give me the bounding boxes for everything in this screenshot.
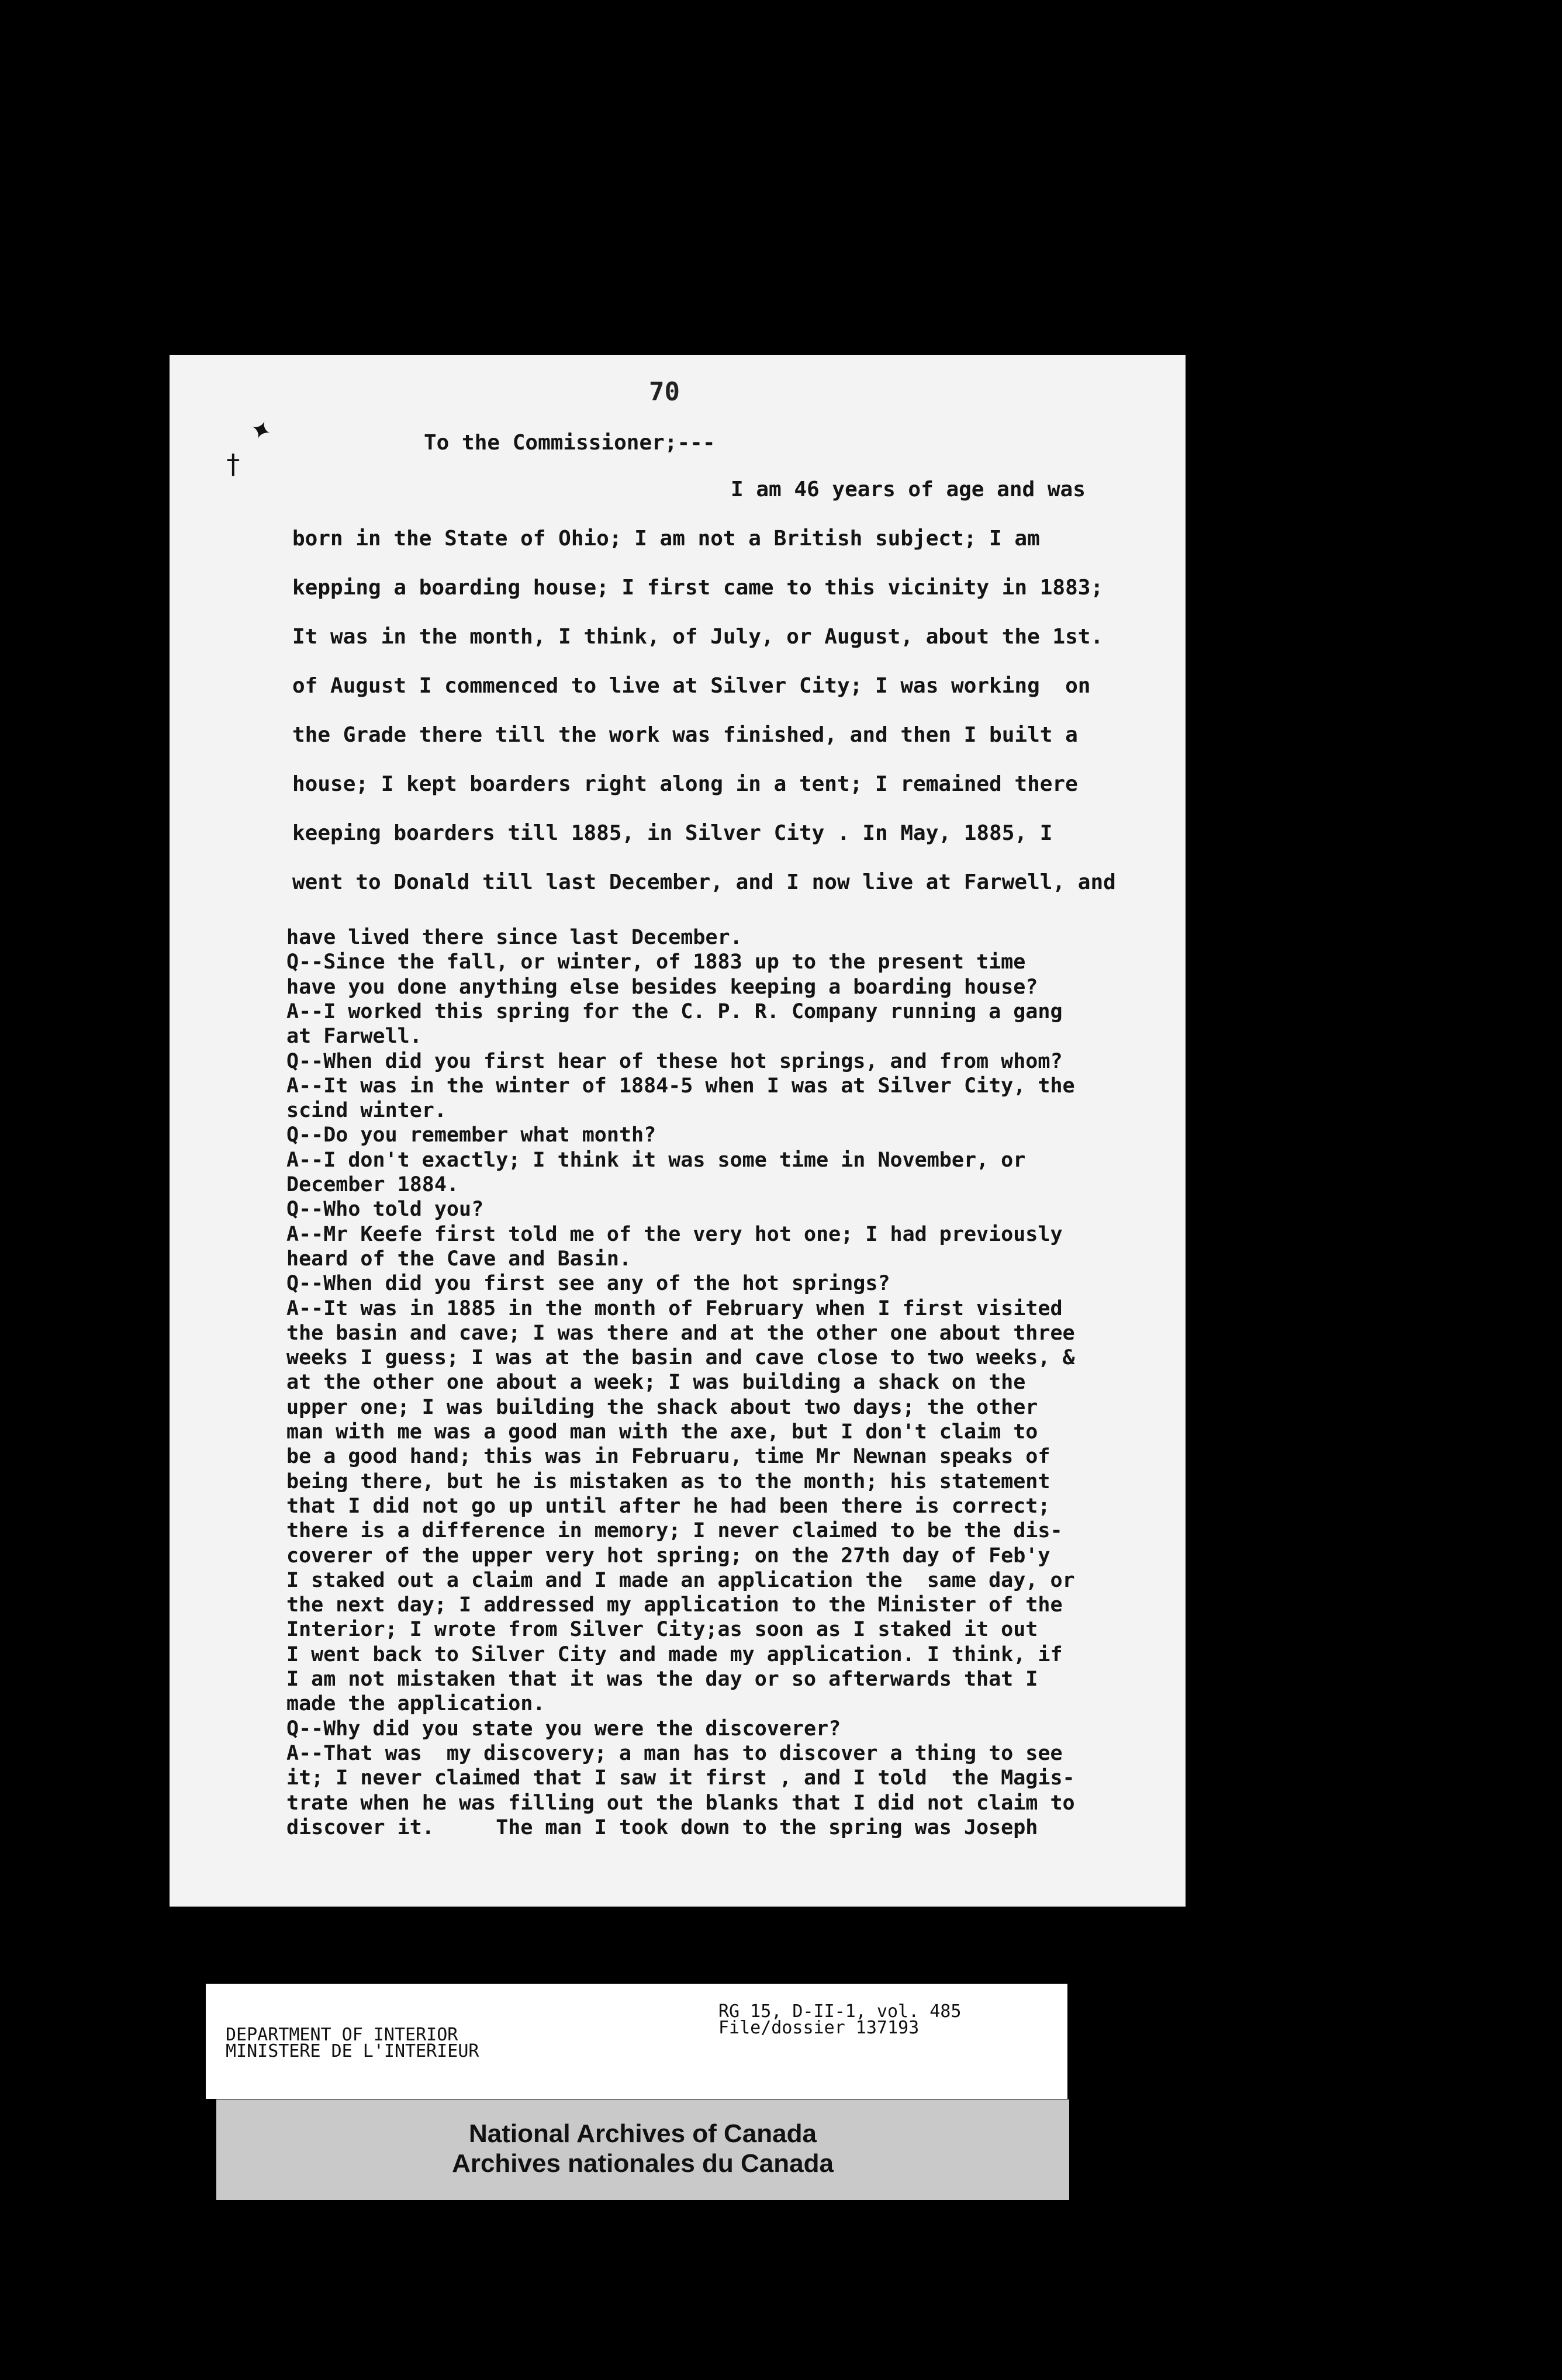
file-reference xyxy=(718,2001,962,2038)
testimony-line: made the application. xyxy=(286,1692,545,1716)
testimony-line: scind winter. xyxy=(286,1099,447,1123)
salutation: To the Commissioner;--- xyxy=(424,431,716,455)
testimony-line: Q--Who told you? xyxy=(286,1198,484,1222)
testimony-line: have lived there since last December. xyxy=(286,926,742,949)
testimony-line: A--I worked this spring for the C. P. R. Company running a gang xyxy=(286,999,1063,1023)
testimony-line: have you done anything else besides keeping a boarding house? xyxy=(286,975,1038,999)
ink-mark: ✦ xyxy=(245,404,279,451)
testimony-line: heard of the Cave and Basin. xyxy=(286,1247,632,1271)
page-number: 70 xyxy=(649,377,680,407)
paragraph-line: house; I kept boarders right along in a tent; I remained there xyxy=(292,772,1078,796)
testimony-line: I went back to Silver City and made my application. I think, if xyxy=(286,1642,1063,1666)
testimony-line: I staked out a claim and I made an application the same day, or xyxy=(286,1568,1075,1592)
testimony-line: being there, but he is mistaken as to the month; his statement xyxy=(286,1469,1050,1493)
testimony-line: Q--When did you first hear of these hot springs, and from whom? xyxy=(286,1049,1063,1073)
archives-stamp xyxy=(216,2099,1069,2200)
testimony-line: upper one; I was building the shack about two days; the other xyxy=(286,1395,1038,1419)
testimony-line: the basin and cave; I was there and at the other one about three xyxy=(286,1321,1075,1345)
testimony-line: man with me was a good man with the axe, but I don't claim to xyxy=(286,1420,1038,1444)
department-label xyxy=(226,2027,479,2060)
record-group: RG 15, D-II-1, vol. 485 xyxy=(718,2001,962,2022)
archive-reference-label xyxy=(206,1984,1067,2099)
testimony-line: at the other one about a week; I was building a shack on the xyxy=(286,1371,1026,1395)
testimony-line: A--That was my discovery; a man has to discover a thing to see xyxy=(286,1741,1063,1765)
testimony-line: coverer of the upper very hot spring; on the 27th day of Feb'y xyxy=(286,1544,1050,1568)
paragraph-line: I am 46 years of age and was xyxy=(731,478,1086,501)
testimony-line: Q--Do you remember what month? xyxy=(286,1123,656,1147)
archives-name-french: Archives nationales du Canada xyxy=(452,2149,834,2178)
department-french: MINISTERE DE L'INTERIEUR xyxy=(226,2041,479,2061)
testimony-line: Q--When did you first see any of the hot springs? xyxy=(286,1272,890,1296)
file-number: File/dossier 137193 xyxy=(718,2018,920,2038)
testimony-line: weeks I guess; I was at the basin and cave close to two weeks, & xyxy=(286,1346,1075,1370)
testimony-line: Q--Since the fall, or winter, of 1883 up to the present time xyxy=(286,950,1026,974)
testimony-line: Q--Why did you state you were the discoverer? xyxy=(286,1717,841,1741)
testimony-line: that I did not go up until after he had been there is correct; xyxy=(286,1494,1050,1518)
testimony-line: A--It was in the winter of 1884-5 when I was at Silver City, the xyxy=(286,1074,1075,1098)
department-english: DEPARTMENT OF INTERIOR xyxy=(226,2025,458,2045)
testimony-line: at Farwell. xyxy=(286,1025,422,1049)
paragraph-line: of August I commenced to live at Silver City; I was working on xyxy=(292,674,1091,698)
paragraph-line: born in the State of Ohio; I am not a British subject; I am xyxy=(292,527,1040,551)
testimony-line: December 1884. xyxy=(286,1173,459,1196)
testimony-line: Interior; I wrote from Silver City;as soon as I staked it out xyxy=(286,1618,1038,1642)
testimony-line: be a good hand; this was in Februaru, time Mr Newnan speaks of xyxy=(286,1445,1050,1469)
archives-name-english: National Archives of Canada xyxy=(469,2119,817,2148)
testimony-line: A--Mr Keefe first told me of the very hot one; I had previously xyxy=(286,1222,1063,1246)
testimony-line: I am not mistaken that it was the day or so afterwards that I xyxy=(286,1668,1038,1691)
ink-mark: † xyxy=(225,448,241,480)
paragraph-line: went to Donald till last December, and I now live at Farwell, and xyxy=(292,870,1116,894)
testimony-line: the next day; I addressed my application to the Minister of the xyxy=(286,1593,1063,1617)
testimony-line: A--It was in 1885 in the month of February when I first visited xyxy=(286,1296,1063,1320)
testimony-line: A--I don't exactly; I think it was some time in November, or xyxy=(286,1148,1026,1172)
testimony-line: trate when he was filling out the blanks that I did not claim to xyxy=(286,1791,1075,1815)
testimony-line: there is a difference in memory; I never claimed to be the dis- xyxy=(286,1519,1063,1543)
testimony-line: discover it. The man I took down to the spring was Joseph xyxy=(286,1815,1038,1839)
paragraph-line: the Grade there till the work was finished, and then I built a xyxy=(292,723,1078,747)
testimony-line: it; I never claimed that I saw it first , and I told the Magis- xyxy=(286,1766,1075,1790)
document-page xyxy=(170,355,1186,1907)
paragraph-line: It was in the month, I think, of July, or August, about the 1st. xyxy=(292,625,1104,649)
paragraph-line: keeping boarders till 1885, in Silver City . In May, 1885, I xyxy=(292,821,1053,845)
paragraph-line: kepping a boarding house; I first came to this vicinity in 1883; xyxy=(292,576,1104,600)
